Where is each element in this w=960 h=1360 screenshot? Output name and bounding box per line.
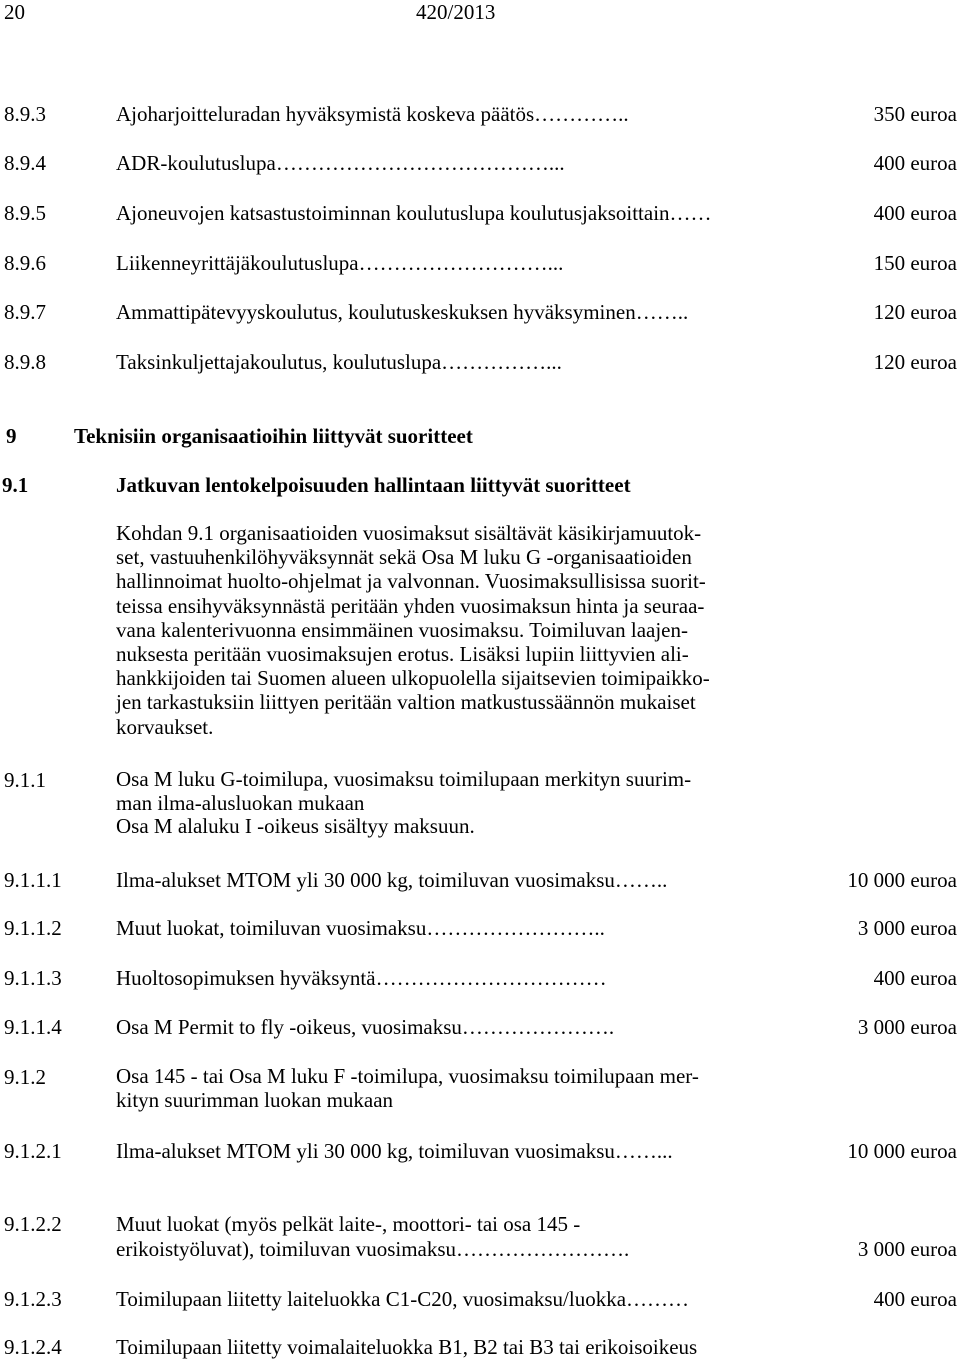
row-label: Ilma-alukset MTOM yli 30 000 kg, toimiluvan vuosimaksu…….. <box>116 868 668 892</box>
row-label: Ajoneuvojen katsastustoiminnan koulutuslupa koulutusjaksoittain…… <box>116 201 712 225</box>
item-description <box>116 1065 699 1112</box>
item-number: 9.1.2 <box>4 1065 46 1089</box>
item-line: kityn suurimman luokan mukaan <box>116 1087 394 1112</box>
row-label: Ammattipätevyyskoulutus, koulutuskeskuksen hyväksyminen…….. <box>116 300 689 324</box>
paragraph-line: vana kalenterivuonna ensimmäinen vuosimaksu. Toimiluvan laajen- <box>116 617 688 642</box>
row-amount: 400 euroa <box>873 966 957 990</box>
row-number: 9.1.2.2 <box>4 1212 62 1236</box>
document-number: 420/2013 <box>416 0 496 24</box>
item-description <box>116 768 691 839</box>
paragraph-line: nuksesta peritään vuosimaksujen erotus. Lisäksi lupiin liittyvien ali- <box>116 642 689 667</box>
row-label: Ilma-alukset MTOM yli 30 000 kg, toimiluvan vuosimaksu……... <box>116 1139 673 1163</box>
section-number: 9 <box>6 424 17 448</box>
row-amount: 120 euroa <box>873 350 957 374</box>
row-number: 8.9.8 <box>4 350 46 374</box>
row-amount: 400 euroa <box>873 151 957 175</box>
row-label: Taksinkuljettajakoulutus, koulutuslupa……………... <box>116 350 562 374</box>
row-label: Muut luokat, toimiluvan vuosimaksu…………………….. <box>116 916 605 940</box>
section-heading: Teknisiin organisaatioihin liittyvät suoritteet <box>74 424 473 448</box>
row-number: 9.1.2.3 <box>4 1287 62 1311</box>
paragraph-line: set, vastuuhenkilöhyväksynnät sekä Osa M luku G -organisaatioiden <box>116 545 692 570</box>
row-amount: 3 000 euroa <box>857 1015 957 1039</box>
item-line: Osa M luku G-toimilupa, vuosimaksu toimilupaan merkityn suurim- <box>116 767 692 791</box>
row-amount: 400 euroa <box>873 201 957 225</box>
row-amount: 3 000 euroa <box>857 1237 957 1261</box>
row-label: Ajoharjoitteluradan hyväksymistä koskeva päätös………….. <box>116 102 629 126</box>
paragraph-line: jen tarkastuksiin liittyen peritään valtion matkustussäännön mukaiset <box>116 690 696 715</box>
row-number: 8.9.3 <box>4 102 46 126</box>
row-number: 8.9.6 <box>4 251 46 275</box>
row-number: 9.1.1.2 <box>4 916 62 940</box>
row-amount: 3 000 euroa <box>857 916 957 940</box>
row-label: Muut luokat (myös pelkät laite-, moottori- tai osa 145 - <box>116 1212 581 1236</box>
paragraph-line: teissa ensihyväksynnästä peritään yhden vuosimaksun hinta ja seuraa- <box>116 593 705 618</box>
paragraph-line: hallinnoimat huolto-ohjelmat ja valvonnan. Vuosimaksullisissa suorit- <box>116 569 706 594</box>
row-number: 8.9.7 <box>4 300 46 324</box>
row-number: 8.9.4 <box>4 151 46 175</box>
item-number: 9.1.1 <box>4 768 46 792</box>
paragraph-line: Kohdan 9.1 organisaatioiden vuosimaksut sisältävät käsikirjamuutok- <box>116 521 702 545</box>
row-number: 9.1.1.1 <box>4 868 62 892</box>
row-label: ADR-koulutuslupa…………………………………... <box>116 151 565 175</box>
row-amount: 350 euroa <box>873 102 957 126</box>
row-label-continued: erikoistyöluvat), toimiluvan vuosimaksu……………………. <box>116 1237 630 1261</box>
row-label: Liikenneyrittäjäkoulutuslupa………………………... <box>116 251 564 275</box>
row-label: Toimilupaan liitetty laiteluokka C1-C20, vuosimaksu/luokka……… <box>116 1287 690 1311</box>
paragraph-line: hankkijoiden tai Suomen alueen ulkopuolella sijaitsevien toimipaikko- <box>116 666 710 691</box>
item-line: man ilma-alusluokan mukaan <box>116 790 365 815</box>
row-number: 9.1.2.4 <box>4 1335 62 1359</box>
row-amount: 10 000 euroa <box>847 1139 957 1163</box>
row-amount: 120 euroa <box>873 300 957 324</box>
row-number: 9.1.2.1 <box>4 1139 62 1163</box>
item-line: Osa 145 - tai Osa M luku F -toimilupa, vuosimaksu toimilupaan mer- <box>116 1064 699 1088</box>
row-number: 9.1.1.3 <box>4 966 62 990</box>
item-line: Osa M alaluku I -oikeus sisältyy maksuun. <box>116 814 475 838</box>
page-number: 20 <box>4 0 25 24</box>
row-amount: 400 euroa <box>873 1287 957 1311</box>
section-description <box>116 521 816 739</box>
row-amount: 10 000 euroa <box>847 868 957 892</box>
row-number: 9.1.1.4 <box>4 1015 62 1039</box>
row-number: 8.9.5 <box>4 201 46 225</box>
row-label: Toimilupaan liitetty voimalaiteluokka B1, B2 tai B3 tai erikoisoikeus <box>116 1335 698 1359</box>
subsection-heading: Jatkuvan lentokelpoisuuden hallintaan liittyvät suoritteet <box>116 473 631 497</box>
row-amount: 150 euroa <box>873 251 957 275</box>
subsection-number: 9.1 <box>2 473 29 497</box>
paragraph-line: korvaukset. <box>116 714 214 739</box>
row-label: Huoltosopimuksen hyväksyntä…………………………… <box>116 966 607 990</box>
row-label: Osa M Permit to fly -oikeus, vuosimaksu…………………. <box>116 1015 615 1039</box>
